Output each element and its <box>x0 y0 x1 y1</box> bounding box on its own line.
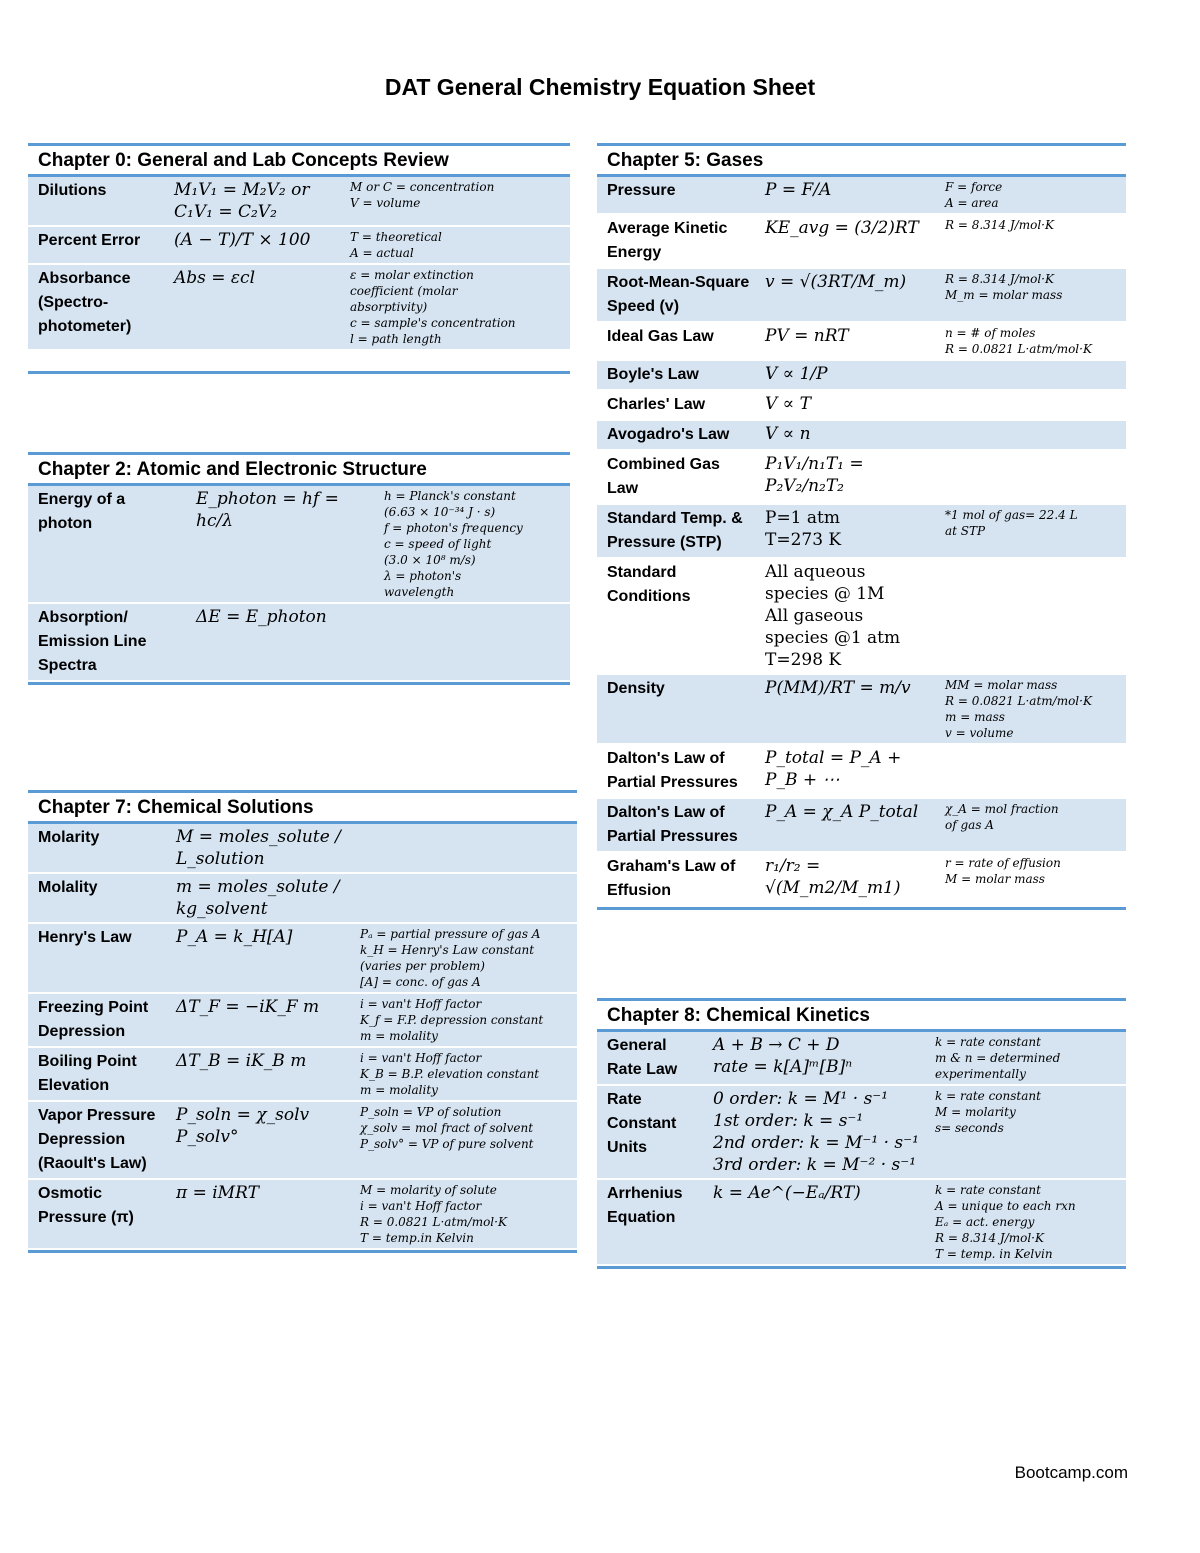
equation-row <box>28 993 577 1047</box>
formula-line: M = moles_solute / L_solution <box>176 827 347 869</box>
note-line: M = molarity <box>935 1105 1016 1119</box>
equation-formula <box>755 504 935 558</box>
chapter-7-heading: Chapter 7: Chemical Solutions <box>28 790 577 824</box>
equation-row <box>597 420 1126 450</box>
variable-notes <box>340 264 570 350</box>
equation-name: Density <box>597 674 755 744</box>
note-line: χ_A = mol fraction <box>945 802 1059 816</box>
equation-name: Graham's Law of Effusion <box>597 852 755 906</box>
variable-notes <box>350 923 577 993</box>
equation-name: Pressure <box>597 177 755 214</box>
equation-name: Ideal Gas Law <box>597 322 755 360</box>
equation-name: Avogadro's Law <box>597 420 755 450</box>
note-line: [A] = conc. of gas A <box>360 975 481 989</box>
formula-line: E_photon = hf = hc/λ <box>196 489 345 531</box>
equation-formula <box>755 322 935 360</box>
note-line: (3.0 × 10⁸ m/s) <box>384 553 476 567</box>
note-line: P_soln = VP of solution <box>360 1105 502 1119</box>
formula-line: KE_avg = (3/2)RT <box>765 218 919 238</box>
variable-notes <box>935 450 1126 504</box>
note-line: m & n = determined <box>935 1051 1061 1065</box>
note-line: i = van't Hoff factor <box>360 997 482 1011</box>
formula-line: V ∝ n <box>765 424 811 444</box>
formula-line: M₁V₁ = M₂V₂ or <box>174 180 310 200</box>
chapter-5-section <box>597 143 1126 910</box>
formula-line: P_total = P_A + P_B + ⋯ <box>765 748 907 790</box>
note-line: M or C = concentration <box>350 180 495 194</box>
variable-notes <box>935 852 1126 906</box>
note-line: (6.63 × 10⁻³⁴ J · s) <box>384 505 496 519</box>
formula-line: P(MM)/RT = m/v <box>765 678 911 698</box>
note-line: h = Planck's constant <box>384 489 516 503</box>
equation-name: Percent Error <box>28 226 164 264</box>
equation-row <box>597 674 1126 744</box>
chapter-5-table <box>597 177 1126 907</box>
note-line: (varies per problem) <box>360 959 485 973</box>
note-line: λ = photon's <box>384 569 462 583</box>
variable-notes <box>925 1032 1126 1085</box>
formula-line: 1st order: k = s⁻¹ <box>713 1111 864 1131</box>
equation-formula <box>755 214 935 268</box>
note-line: K_B = B.P. elevation constant <box>360 1067 540 1081</box>
formula-line: 2nd order: k = M⁻¹ · s⁻¹ <box>713 1133 919 1153</box>
formula-line: P_A = k_H[A] <box>176 927 293 947</box>
note-line: f = photon's frequency <box>384 521 523 535</box>
formula-line: k = Ae^(−Eₐ/RT) <box>713 1183 861 1203</box>
chapter-0-table <box>28 177 570 351</box>
variable-notes <box>935 322 1126 360</box>
note-line: T = theoretical <box>350 230 442 244</box>
equation-formula <box>166 1101 350 1179</box>
equation-row <box>597 214 1126 268</box>
equation-name: Freezing Point Depression <box>28 993 166 1047</box>
equation-formula <box>164 177 340 226</box>
formula-line: r₁/r₂ = √(M_m2/M_m1) <box>765 856 901 898</box>
chapter-2-section <box>28 452 570 685</box>
equation-name: Dilutions <box>28 177 164 226</box>
formula-line: Abs = εcl <box>174 268 256 288</box>
note-line: M_m = molar mass <box>945 288 1063 302</box>
equation-formula <box>755 390 935 420</box>
formula-line: m = moles_solute / kg_solvent <box>176 877 346 919</box>
equation-row <box>597 390 1126 420</box>
formula-line: PV = nRT <box>765 326 849 346</box>
note-line: c = sample's concentration <box>350 316 516 330</box>
equation-formula <box>755 558 935 674</box>
note-line: n = # of moles <box>945 326 1036 340</box>
note-line: absorptivity) <box>350 300 428 314</box>
formula-line: P_A = χ_A P_total <box>765 802 919 822</box>
equation-formula <box>755 798 935 852</box>
equation-name: Standard Temp. & Pressure (STP) <box>597 504 755 558</box>
page-title: DAT General Chemistry Equation Sheet <box>384 74 816 100</box>
equation-name: Average Kinetic Energy <box>597 214 755 268</box>
equation-formula <box>166 923 350 993</box>
equation-formula <box>166 1047 350 1101</box>
equation-name: Root-Mean-Square Speed (v) <box>597 268 755 322</box>
note-line: F = force <box>945 180 1003 194</box>
variable-notes <box>340 226 570 264</box>
formula-line: ΔE = E_photon <box>196 607 327 627</box>
equation-row <box>597 558 1126 674</box>
equation-name: Rate Constant Units <box>597 1085 703 1179</box>
formula-line: v = √(3RT/M_m) <box>765 272 907 292</box>
variable-notes <box>935 177 1126 214</box>
equation-row <box>597 852 1126 906</box>
equation-row <box>597 177 1126 214</box>
variable-notes <box>935 504 1126 558</box>
equation-row <box>28 824 577 873</box>
equation-formula <box>166 873 350 923</box>
equation-row <box>28 1179 577 1249</box>
variable-notes <box>935 390 1126 420</box>
equation-formula <box>755 177 935 214</box>
variable-notes <box>935 360 1126 390</box>
note-line: A = unique to each rxn <box>935 1199 1076 1213</box>
note-line: l = path length <box>350 332 442 346</box>
chapter-0-heading: Chapter 0: General and Lab Concepts Review <box>28 143 570 177</box>
chapter-2-table <box>28 486 570 682</box>
note-line: M = molarity of solute <box>360 1183 497 1197</box>
note-line: c = speed of light <box>384 537 492 551</box>
formula-line: T=273 K <box>765 530 842 550</box>
note-line: m = molality <box>360 1029 438 1043</box>
note-line: at STP <box>945 524 986 538</box>
formula-line: ΔT_F = −iK_F m <box>176 997 320 1017</box>
equation-formula <box>166 824 350 873</box>
chapter-5-heading: Chapter 5: Gases <box>597 143 1126 177</box>
equation-formula <box>755 450 935 504</box>
chapter-7-table <box>28 824 577 1250</box>
note-line: k = rate constant <box>935 1183 1041 1197</box>
note-line: V = volume <box>350 196 421 210</box>
note-line: R = 0.0821 L·atm/mol·K <box>945 342 1092 356</box>
variable-notes <box>350 993 577 1047</box>
note-line: experimentally <box>935 1067 1026 1081</box>
equation-name: Absorption/ Emission Line Spectra <box>28 603 186 681</box>
equation-formula <box>755 268 935 322</box>
formula-line: V ∝ T <box>765 394 811 414</box>
equation-row <box>28 923 577 993</box>
variable-notes <box>350 873 577 923</box>
equation-row <box>28 177 570 226</box>
chapter-8-table <box>597 1032 1126 1266</box>
equation-formula <box>703 1032 925 1085</box>
note-line: R = 8.314 J/mol·K <box>935 1231 1044 1245</box>
note-line: k_H = Henry's Law constant <box>360 943 535 957</box>
equation-row <box>597 1085 1126 1179</box>
equation-row <box>28 1047 577 1101</box>
equation-name: Henry's Law <box>28 923 166 993</box>
formula-line: 0 order: k = M¹ · s⁻¹ <box>713 1089 889 1109</box>
variable-notes <box>340 177 570 226</box>
formula-line: P=1 atm <box>765 508 840 528</box>
variable-notes <box>935 558 1126 674</box>
chapter-0-section <box>28 143 570 374</box>
variable-notes <box>925 1085 1126 1179</box>
equation-formula <box>755 360 935 390</box>
variable-notes <box>935 798 1126 852</box>
equation-name: Dalton's Law of Partial Pressures <box>597 798 755 852</box>
equation-name: Absorbance (Spectro-photometer) <box>28 264 164 350</box>
variable-notes <box>935 214 1126 268</box>
chapter-8-section <box>597 998 1126 1269</box>
equation-name: Vapor Pressure Depression (Raoult's Law) <box>28 1101 166 1179</box>
equation-row <box>28 1101 577 1179</box>
equation-name: Combined Gas Law <box>597 450 755 504</box>
variable-notes <box>350 824 577 873</box>
equation-name: Standard Conditions <box>597 558 755 674</box>
note-line: R = 0.0821 L·atm/mol·K <box>945 694 1092 708</box>
chapter-7-section <box>28 790 577 1253</box>
note-line: MM = molar mass <box>945 678 1058 692</box>
equation-name: Charles' Law <box>597 390 755 420</box>
formula-line: P = F/A <box>765 180 832 200</box>
equation-name: Boiling Point Elevation <box>28 1047 166 1101</box>
note-line: of gas A <box>945 818 994 832</box>
equation-row <box>597 798 1126 852</box>
variable-notes <box>935 420 1126 450</box>
note-line: coefficient (molar <box>350 284 458 298</box>
equation-formula <box>166 1179 350 1249</box>
equation-row <box>597 504 1126 558</box>
variable-notes <box>925 1179 1126 1265</box>
variable-notes <box>935 744 1126 798</box>
chapter-8-heading: Chapter 8: Chemical Kinetics <box>597 998 1126 1032</box>
equation-row <box>28 264 570 350</box>
variable-notes <box>935 674 1126 744</box>
note-line: R = 8.314 J/mol·K <box>945 218 1054 232</box>
formula-line: V ∝ 1/P <box>765 364 828 384</box>
note-line: s= seconds <box>935 1121 1004 1135</box>
equation-row <box>597 1179 1126 1265</box>
formula-line: 3rd order: k = M⁻² · s⁻¹ <box>713 1155 917 1175</box>
equation-formula <box>755 852 935 906</box>
note-line: i = van't Hoff factor <box>360 1051 482 1065</box>
note-line: k = rate constant <box>935 1035 1041 1049</box>
variable-notes <box>374 603 570 681</box>
formula-line: P_soln = χ_solv P_solv° <box>176 1105 315 1147</box>
note-line: K_f = F.P. depression constant <box>360 1013 544 1027</box>
equation-row <box>28 603 570 681</box>
note-line: wavelength <box>384 585 455 599</box>
equation-name: Boyle's Law <box>597 360 755 390</box>
equation-name: Energy of a photon <box>28 486 186 603</box>
equation-name: Molality <box>28 873 166 923</box>
note-line: Pₐ = partial pressure of gas A <box>360 927 541 941</box>
note-line: χ_solv = mol fract of solvent <box>360 1121 534 1135</box>
note-line: T = temp. in Kelvin <box>935 1247 1053 1261</box>
formula-line: (A − T)/T × 100 <box>174 230 311 250</box>
note-line: ε = molar extinction <box>350 268 474 282</box>
equation-name: Arrhenius Equation <box>597 1179 703 1265</box>
equation-row <box>28 486 570 603</box>
equation-formula <box>164 226 340 264</box>
formula-line: π = iMRT <box>176 1183 259 1203</box>
formula-line: ΔT_B = iK_B m <box>176 1051 307 1071</box>
variable-notes <box>374 486 570 603</box>
note-line: R = 8.314 J/mol·K <box>945 272 1054 286</box>
equation-name: Osmotic Pressure (π) <box>28 1179 166 1249</box>
equation-formula <box>703 1085 925 1179</box>
equation-formula <box>186 486 374 603</box>
equation-name: General Rate Law <box>597 1032 703 1085</box>
formula-line: All gaseous species @1 atm <box>765 606 901 648</box>
note-line: T = temp.in Kelvin <box>360 1231 474 1245</box>
equation-row <box>597 360 1126 390</box>
equation-row <box>597 322 1126 360</box>
formula-line: T=298 K <box>765 650 842 670</box>
equation-row <box>28 873 577 923</box>
note-line: M = molar mass <box>945 872 1045 886</box>
note-line: i = van't Hoff factor <box>360 1199 482 1213</box>
note-line: v = volume <box>945 726 1014 740</box>
equation-row <box>28 226 570 264</box>
note-line: R = 0.0821 L·atm/mol·K <box>360 1215 507 1229</box>
variable-notes <box>935 268 1126 322</box>
note-line: P_solv° = VP of pure solvent <box>360 1137 534 1151</box>
note-line: A = area <box>945 196 999 210</box>
equation-formula <box>755 674 935 744</box>
equation-row <box>597 450 1126 504</box>
equation-row <box>597 268 1126 322</box>
note-line: r = rate of effusion <box>945 856 1061 870</box>
variable-notes <box>350 1101 577 1179</box>
footer-brand: Bootcamp.com <box>1014 1463 1128 1482</box>
note-line: m = molality <box>360 1083 438 1097</box>
equation-formula <box>186 603 374 681</box>
chapter-2-heading: Chapter 2: Atomic and Electronic Structure <box>28 452 570 486</box>
equation-name: Molarity <box>28 824 166 873</box>
equation-formula <box>755 744 935 798</box>
note-line: A = actual <box>350 246 414 260</box>
formula-line: P₁V₁/n₁T₁ = P₂V₂/n₂T₂ <box>765 454 870 496</box>
note-line: k = rate constant <box>935 1089 1041 1103</box>
equation-formula <box>755 420 935 450</box>
equation-formula <box>164 264 340 350</box>
note-line: Eₐ = act. energy <box>935 1215 1035 1229</box>
formula-line: rate = k[A]ᵐ[B]ⁿ <box>713 1057 853 1077</box>
variable-notes <box>350 1047 577 1101</box>
equation-formula <box>166 993 350 1047</box>
formula-line: C₁V₁ = C₂V₂ <box>174 202 277 222</box>
equation-row <box>597 1032 1126 1085</box>
formula-line: A + B → C + D <box>713 1035 840 1055</box>
variable-notes <box>350 1179 577 1249</box>
note-line: m = mass <box>945 710 1005 724</box>
note-line: *1 mol of gas= 22.4 L <box>945 508 1078 522</box>
equation-formula <box>703 1179 925 1265</box>
formula-line: All aqueous species @ 1M <box>765 562 885 604</box>
equation-row <box>597 744 1126 798</box>
equation-name: Dalton's Law of Partial Pressures <box>597 744 755 798</box>
